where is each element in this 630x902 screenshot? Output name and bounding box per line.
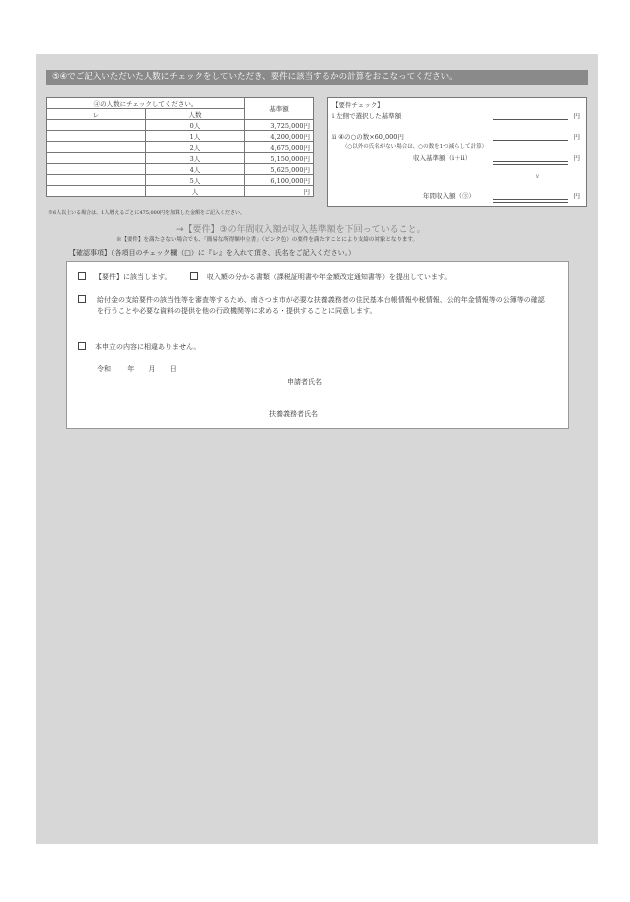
era-label: 令和 <box>97 365 111 373</box>
table-row <box>47 131 314 142</box>
check-title: 【要件チェック】 <box>332 101 384 109</box>
income-base-label: 収入基準額（i＋ii） <box>413 154 472 162</box>
count-calc-label: ii ④の○の数×60,000円 <box>332 133 404 141</box>
amount-cell: 6,100,000円 <box>245 175 314 186</box>
requirement-label: 【要件】に該当します。 <box>95 273 172 281</box>
table-row <box>47 142 314 153</box>
table-header-check: レ <box>47 109 146 120</box>
yen-label: 円 <box>573 192 580 200</box>
table-row <box>47 164 314 175</box>
form-sheet <box>36 54 598 844</box>
amount-cell[interactable]: 円 <box>245 186 314 197</box>
consent-checkbox[interactable] <box>78 295 86 303</box>
table-row <box>47 153 314 164</box>
check-cell[interactable] <box>47 175 146 186</box>
date-line[interactable] <box>97 364 177 374</box>
month-label: 月 <box>148 365 156 373</box>
confirmation-box <box>66 261 569 429</box>
table-header-base: 基準額 <box>245 98 314 120</box>
applicant-name-label: 申請者氏名 <box>287 378 322 386</box>
confirmation-heading: 【確認事項】（各項目のチェック欄（□）に『レ』を入れて頂き、氏名をご記入ください。） <box>69 249 356 257</box>
check-cell[interactable] <box>47 164 146 175</box>
count-calc-note: （○以外の氏名がない場合は、○の数を1つ減らして計算） <box>342 144 488 150</box>
amount-cell: 4,675,000円 <box>245 142 314 153</box>
document-label: 収入額の分かる書類（課税証明書や年金額改定通知書等）を提出しています。 <box>206 273 452 281</box>
people-cell: 1人 <box>146 131 245 142</box>
section-banner: ⑤④でご記入いただいた人数にチェックをしていただき、要件に該当するかの計算をおこなってください。 <box>46 70 588 85</box>
requirement-text: →【要件】③の年間収入額が収入基準額を下回っていること。 <box>176 225 426 235</box>
greater-than-sign: ∨ <box>535 172 540 180</box>
check-cell[interactable] <box>47 142 146 153</box>
base-amount-field[interactable] <box>493 119 568 120</box>
table-note: ※6人以上いる場合は、1人増えるごとに475,000円を加算した金額をご記入ください。 <box>48 210 246 216</box>
people-cell: 3人 <box>146 153 245 164</box>
yen-label: 円 <box>573 133 580 141</box>
table-row <box>47 186 314 197</box>
supporter-name-label: 扶養義務者氏名 <box>269 410 318 418</box>
people-cell: 4人 <box>146 164 245 175</box>
yen-label: 円 <box>573 112 580 120</box>
amount-cell: 5,625,000円 <box>245 164 314 175</box>
year-label: 年 <box>127 365 135 373</box>
income-base-double-rule <box>493 164 568 165</box>
truth-label: 本申立の内容に相違ありません。 <box>95 343 201 351</box>
people-cell: 5人 <box>146 175 245 186</box>
annual-income-double-rule <box>493 202 568 203</box>
annual-income-label: 年間収入額（③） <box>423 192 475 200</box>
annual-income-field[interactable] <box>493 199 568 200</box>
base-amount-table <box>46 97 314 197</box>
base-amount-label: i 左側で選択した基準額 <box>332 112 402 120</box>
yen-label: 円 <box>573 154 580 162</box>
check-cell[interactable] <box>47 153 146 164</box>
table-row <box>47 120 314 131</box>
truth-checkbox[interactable] <box>78 342 86 350</box>
requirement-note: ※【要件】を満たさない場合でも、「簡易な所得額申立書」（ピンク色）の要件を満たすことにより支給の対象となります。 <box>116 237 418 243</box>
income-base-field[interactable] <box>493 161 568 162</box>
check-cell[interactable] <box>47 186 146 197</box>
check-cell[interactable] <box>47 131 146 142</box>
people-cell: 0人 <box>146 120 245 131</box>
table-header-prompt: ④の人数にチェックしてください。 <box>47 98 245 109</box>
consent-text: 給付金の支給要件の該当性等を審査等するため、南さつま市が必要な扶養義務者の住民基本台帳情報や税情報、公的年金情報等の公簿等の確認を行うことや必要な資料の提供を他の行政機関等に求める・提供することに同意します。 <box>97 296 545 315</box>
check-cell[interactable] <box>47 120 146 131</box>
people-cell[interactable]: 人 <box>146 186 245 197</box>
count-calc-field[interactable] <box>493 140 568 141</box>
table-header-people: 人数 <box>146 109 245 120</box>
requirement-checkbox[interactable] <box>78 272 86 280</box>
amount-cell: 4,200,000円 <box>245 131 314 142</box>
table-row <box>47 175 314 186</box>
day-label: 日 <box>169 365 177 373</box>
amount-cell: 5,150,000円 <box>245 153 314 164</box>
document-checkbox[interactable] <box>190 272 198 280</box>
amount-cell: 3,725,000円 <box>245 120 314 131</box>
requirement-check-box <box>327 97 587 207</box>
people-cell: 2人 <box>146 142 245 153</box>
